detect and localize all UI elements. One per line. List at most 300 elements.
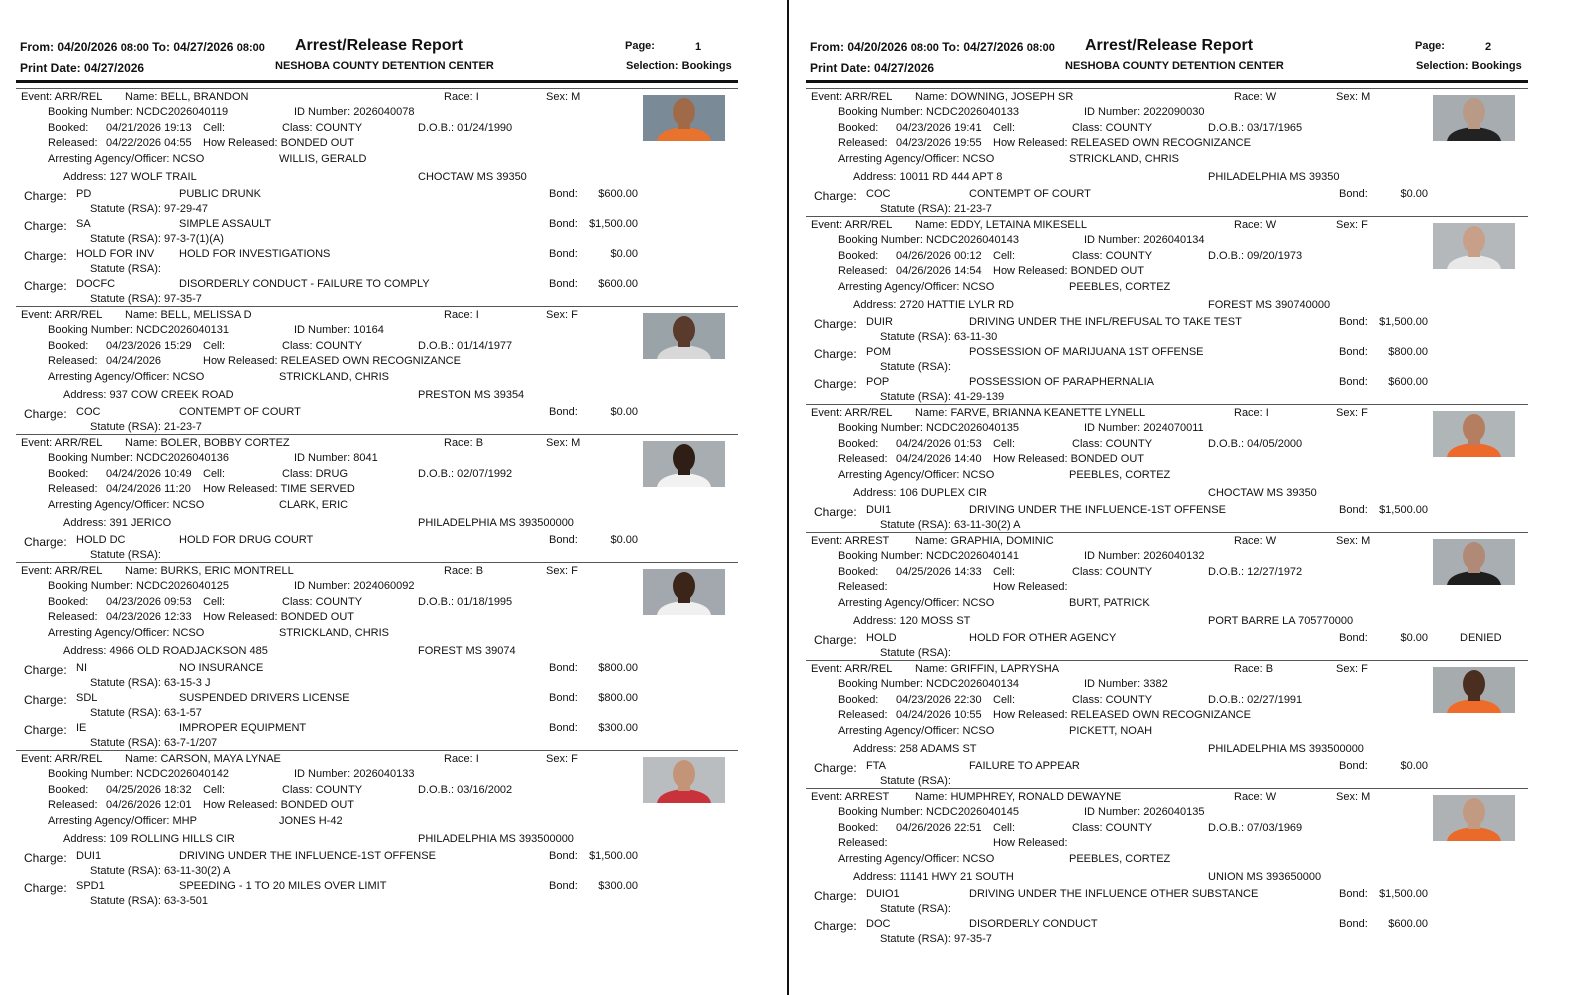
charge-description: DRIVING UNDER THE INFLUENCE-1ST OFFENSE [969, 504, 1226, 516]
page-number: 2 [1485, 41, 1492, 53]
bond-amount: $800.00 [598, 662, 638, 674]
header-rule [806, 80, 1528, 83]
bond-amount: $600.00 [1388, 376, 1428, 388]
booked-label: Booked: [838, 122, 879, 134]
arresting-agency: Arresting Agency/Officer: NCSO [48, 499, 205, 511]
charge-description: SUSPENDED DRIVERS LICENSE [179, 692, 350, 704]
city-state-zip: PORT BARRE LA 705770000 [1208, 615, 1354, 627]
address: Address: 11141 HWY 21 SOUTH [853, 871, 1014, 883]
address: Address: 127 WOLF TRAIL [63, 171, 197, 183]
booking-number: Booking Number: NCDC2026040145 [838, 806, 1019, 818]
charge-description: DRIVING UNDER THE INFL/REFUSAL TO TAKE TEST [969, 316, 1242, 328]
charge-description: SIMPLE ASSAULT [179, 218, 272, 230]
booked-datetime: 04/25/2026 14:33 [896, 566, 982, 578]
released-datetime: 04/24/2026 10:55 [896, 709, 982, 721]
arresting-officer: JONES H-42 [279, 815, 343, 827]
event-type: Event: ARREST [811, 535, 890, 547]
released-label: Released: [838, 137, 888, 149]
class: Class: COUNTY [1072, 566, 1153, 578]
bond-label: Bond: [549, 406, 578, 418]
selection: Selection: Bookings [1416, 60, 1522, 72]
bond-label: Bond: [549, 248, 578, 260]
booked-label: Booked: [838, 250, 879, 262]
booked-label: Booked: [48, 122, 89, 134]
booked-label: Booked: [48, 784, 89, 796]
bond-label: Bond: [1339, 888, 1368, 900]
dob: D.O.B.: 02/07/1992 [418, 468, 513, 480]
inmate-name: Name: CARSON, MAYA LYNAE [125, 753, 281, 765]
facility-name: NESHOBA COUNTY DETENTION CENTER [1065, 60, 1284, 72]
statute: Statute (RSA): 63-11-30 [880, 331, 998, 343]
cell: Cell: [993, 694, 1016, 706]
address: Address: 106 DUPLEX CIR [853, 487, 987, 499]
mugshot-photo [643, 95, 725, 141]
print-date [20, 61, 144, 75]
dob: D.O.B.: 01/14/1977 [418, 340, 513, 352]
report-page-2 [790, 0, 1580, 995]
booking-number: Booking Number: NCDC2026040141 [838, 550, 1019, 562]
id-number: ID Number: 10164 [294, 324, 384, 336]
mugshot-photo [1433, 795, 1515, 841]
cell: Cell: [993, 438, 1016, 450]
mugshot-photo [1433, 667, 1515, 713]
charge-code: SDL [76, 692, 98, 704]
to-time: 08:00 [1026, 42, 1055, 54]
bond-amount: $600.00 [598, 188, 638, 200]
booked-label: Booked: [838, 694, 879, 706]
from-time: 08:00 [120, 42, 149, 54]
report-title: Arrest/Release Report [295, 37, 464, 54]
city-state-zip: FOREST MS 39074 [418, 645, 516, 657]
charge-label: Charge: [24, 249, 67, 263]
arresting-officer: PEEBLES, CORTEZ [1069, 469, 1171, 481]
statute: Statute (RSA): 97-35-7 [90, 293, 202, 305]
dob: D.O.B.: 01/24/1990 [418, 122, 513, 134]
charge-label: Charge: [814, 889, 857, 903]
released-label: Released: [48, 483, 98, 495]
cell: Cell: [993, 566, 1016, 578]
city-state-zip: FOREST MS 390740000 [1208, 299, 1331, 311]
to-date: 04/27/2026 [173, 40, 234, 54]
charge-description: POSSESSION OF PARAPHERNALIA [969, 376, 1155, 388]
cell: Cell: [993, 822, 1016, 834]
charge-code: SA [76, 218, 91, 230]
bond-status: DENIED [1460, 632, 1502, 644]
id-number: ID Number: 2026040132 [1084, 550, 1205, 562]
how-released: How Released: RELEASED OWN RECOGNIZANCE [993, 709, 1251, 721]
bond-amount: $1,500.00 [589, 850, 638, 862]
event-type: Event: ARR/REL [811, 219, 893, 231]
charge-label: Charge: [24, 693, 67, 707]
how-released: How Released: TIME SERVED [203, 483, 355, 495]
bond-label: Bond: [549, 278, 578, 290]
id-number: ID Number: 2026040078 [294, 106, 415, 118]
bond-label: Bond: [549, 722, 578, 734]
inmate-name: Name: GRAPHIA, DOMINIC [915, 535, 1054, 547]
statute: Statute (RSA): [880, 903, 951, 915]
booking-record [806, 216, 1528, 405]
statute: Statute (RSA): 63-11-30(2) A [90, 865, 231, 877]
charge-code: HOLD DC [76, 534, 126, 546]
bond-label: Bond: [549, 880, 578, 892]
charge-description: HOLD FOR OTHER AGENCY [969, 632, 1117, 644]
bond-amount: $0.00 [1400, 188, 1428, 200]
sex: Sex: M [546, 91, 581, 103]
cell: Cell: [993, 122, 1016, 134]
released-label: Released: [838, 453, 888, 465]
event-type: Event: ARREST [811, 791, 890, 803]
charge-code: FTA [866, 760, 886, 772]
charge-label: Charge: [24, 279, 67, 293]
statute: Statute (RSA): [880, 647, 951, 659]
how-released: How Released: [993, 581, 1068, 593]
bond-label: Bond: [1339, 918, 1368, 930]
class: Class: DRUG [282, 468, 349, 480]
booked-datetime: 04/24/2026 01:53 [896, 438, 982, 450]
charge-description: HOLD FOR DRUG COURT [179, 534, 314, 546]
event-type: Event: ARR/REL [21, 91, 103, 103]
released-label: Released: [48, 611, 98, 623]
dob: D.O.B.: 02/27/1991 [1208, 694, 1303, 706]
booked-datetime: 04/26/2026 00:12 [896, 250, 982, 262]
arresting-officer: STRICKLAND, CHRIS [279, 627, 390, 639]
charge-description: PUBLIC DRUNK [179, 188, 261, 200]
charge-description: SPEEDING - 1 TO 20 MILES OVER LIMIT [179, 880, 387, 892]
sex: Sex: F [1336, 663, 1368, 675]
charge-label: Charge: [24, 407, 67, 421]
how-released: How Released: BONDED OUT [203, 137, 354, 149]
inmate-name: Name: BURKS, ERIC MONTRELL [125, 565, 294, 577]
arresting-agency: Arresting Agency/Officer: NCSO [48, 371, 205, 383]
how-released: How Released: RELEASED OWN RECOGNIZANCE [993, 137, 1251, 149]
charge-code: COC [866, 188, 891, 200]
booking-number: Booking Number: NCDC2026040133 [838, 106, 1019, 118]
event-type: Event: ARR/REL [21, 565, 103, 577]
dob: D.O.B.: 04/05/2000 [1208, 438, 1303, 450]
bond-label: Bond: [1339, 376, 1368, 388]
sex: Sex: F [546, 309, 578, 321]
arresting-agency: Arresting Agency/Officer: NCSO [48, 153, 205, 165]
mugshot-photo [643, 757, 725, 803]
bond-amount: $600.00 [1388, 918, 1428, 930]
class: Class: COUNTY [1072, 694, 1153, 706]
released-label: Released: [838, 709, 888, 721]
to-date: 04/27/2026 [963, 40, 1024, 54]
class: Class: COUNTY [1072, 822, 1153, 834]
city-state-zip: CHOCTAW MS 39350 [1208, 487, 1317, 499]
bond-amount: $0.00 [610, 248, 638, 260]
bond-amount: $0.00 [1400, 632, 1428, 644]
charge-label: Charge: [24, 535, 67, 549]
page-divider [787, 0, 789, 995]
inmate-name: Name: DOWNING, JOSEPH SR [915, 91, 1074, 103]
how-released: How Released: BONDED OUT [203, 799, 354, 811]
mugshot-photo [643, 569, 725, 615]
charge-description: DISORDERLY CONDUCT - FAILURE TO COMPLY [179, 278, 430, 290]
statute: Statute (RSA): [880, 775, 951, 787]
sex: Sex: M [1336, 91, 1371, 103]
arresting-officer: BURT, PATRICK [1069, 597, 1150, 609]
arresting-officer: WILLIS, GERALD [279, 153, 367, 165]
city-state-zip: PHILADELPHIA MS 393500000 [418, 833, 574, 845]
booking-record [806, 404, 1528, 533]
race: Race: I [1234, 407, 1269, 419]
booking-record [806, 88, 1528, 217]
cell: Cell: [993, 250, 1016, 262]
charge-code: POM [866, 346, 892, 358]
class: Class: COUNTY [1072, 438, 1153, 450]
bond-amount: $1,500.00 [1379, 504, 1428, 516]
booking-number: Booking Number: NCDC2026040135 [838, 422, 1019, 434]
dob: D.O.B.: 01/18/1995 [418, 596, 513, 608]
statute: Statute (RSA): 63-3-501 [90, 895, 209, 907]
address: Address: 2720 HATTIE LYLR RD [853, 299, 1014, 311]
charge-label: Charge: [814, 377, 857, 391]
booked-label: Booked: [838, 438, 879, 450]
inmate-name: Name: FARVE, BRIANNA KEANETTE LYNELL [915, 407, 1146, 419]
bond-amount: $0.00 [1400, 760, 1428, 772]
event-type: Event: ARR/REL [811, 663, 893, 675]
booking-record [16, 306, 738, 435]
bond-label: Bond: [549, 534, 578, 546]
from-label: From: [810, 40, 844, 54]
mugshot-photo [1433, 223, 1515, 269]
dob: D.O.B.: 12/27/1972 [1208, 566, 1303, 578]
sex: Sex: F [546, 753, 578, 765]
released-datetime: 04/24/2026 [106, 355, 162, 367]
booking-number: Booking Number: NCDC2026040134 [838, 678, 1019, 690]
dob: D.O.B.: 07/03/1969 [1208, 822, 1303, 834]
charge-description: DRIVING UNDER THE INFLUENCE-1ST OFFENSE [179, 850, 436, 862]
from-time: 08:00 [910, 42, 939, 54]
charge-code: SPD1 [76, 880, 105, 892]
booking-record [806, 788, 1528, 947]
statute: Statute (RSA): 63-15-3 J [90, 677, 211, 689]
race: Race: I [444, 91, 479, 103]
booked-label: Booked: [48, 468, 89, 480]
released-label: Released: [838, 837, 888, 849]
to-label: To: [942, 40, 960, 54]
charge-label: Charge: [814, 189, 857, 203]
released-label: Released: [838, 265, 888, 277]
bond-label: Bond: [549, 692, 578, 704]
booked-datetime: 04/21/2026 19:13 [106, 122, 192, 134]
booking-record [806, 532, 1528, 661]
statute: Statute (RSA): 63-7-1/207 [90, 737, 218, 749]
charge-label: Charge: [814, 317, 857, 331]
how-released: How Released: BONDED OUT [993, 265, 1144, 277]
report-header [790, 0, 1580, 90]
booking-number: Booking Number: NCDC2026040131 [48, 324, 229, 336]
sex: Sex: F [1336, 407, 1368, 419]
print-date-value: 04/27/2026 [874, 61, 935, 75]
print-date-value: 04/27/2026 [84, 61, 145, 75]
sex: Sex: M [1336, 791, 1371, 803]
date-range [810, 40, 1055, 54]
mugshot-photo [643, 441, 725, 487]
charge-code: DOC [866, 918, 891, 930]
how-released: How Released: [993, 837, 1068, 849]
arresting-officer: PEEBLES, CORTEZ [1069, 281, 1171, 293]
arresting-officer: CLARK, ERIC [279, 499, 349, 511]
sex: Sex: M [546, 437, 581, 449]
charge-description: POSSESSION OF MARIJUANA 1ST OFFENSE [969, 346, 1204, 358]
released-label: Released: [48, 355, 98, 367]
booked-datetime: 04/26/2026 22:51 [896, 822, 982, 834]
booking-record [16, 88, 738, 307]
bond-amount: $0.00 [610, 406, 638, 418]
statute: Statute (RSA): 21-23-7 [880, 203, 992, 215]
bond-amount: $800.00 [598, 692, 638, 704]
from-date: 04/20/2026 [847, 40, 908, 54]
inmate-name: Name: HUMPHREY, RONALD DEWAYNE [915, 791, 1122, 803]
report-page-1 [0, 0, 790, 995]
released-label: Released: [838, 581, 888, 593]
from-label: From: [20, 40, 54, 54]
arresting-agency: Arresting Agency/Officer: MHP [48, 815, 197, 827]
page-label: Page: [625, 40, 655, 52]
event-type: Event: ARR/REL [21, 753, 103, 765]
city-state-zip: PHILADELPHIA MS 393500000 [1208, 743, 1364, 755]
released-datetime: 04/24/2026 11:20 [106, 483, 191, 495]
event-type: Event: ARR/REL [21, 437, 103, 449]
bond-label: Bond: [549, 218, 578, 230]
booking-record [16, 434, 738, 563]
statute: Statute (RSA): 97-3-7(1)(A) [90, 233, 224, 245]
mugshot-photo [1433, 411, 1515, 457]
booking-number: Booking Number: NCDC2026040143 [838, 234, 1019, 246]
from-date: 04/20/2026 [57, 40, 118, 54]
booking-number: Booking Number: NCDC2026040125 [48, 580, 229, 592]
bond-label: Bond: [1339, 346, 1368, 358]
arresting-agency: Arresting Agency/Officer: NCSO [838, 153, 995, 165]
race: Race: I [444, 753, 479, 765]
charge-label: Charge: [814, 919, 857, 933]
charge-description: CONTEMPT OF COURT [179, 406, 301, 418]
event-type: Event: ARR/REL [811, 407, 893, 419]
print-date-label: Print Date: [20, 61, 81, 75]
event-type: Event: ARR/REL [21, 309, 103, 321]
page-label: Page: [1415, 40, 1445, 52]
booked-label: Booked: [838, 822, 879, 834]
charge-code: HOLD FOR INV [76, 248, 155, 260]
arresting-agency: Arresting Agency/Officer: NCSO [838, 725, 995, 737]
facility-name: NESHOBA COUNTY DETENTION CENTER [275, 60, 494, 72]
charge-label: Charge: [24, 189, 67, 203]
statute: Statute (RSA): 41-29-139 [880, 391, 1005, 403]
mugshot-photo [643, 313, 725, 359]
charge-label: Charge: [24, 219, 67, 233]
charge-label: Charge: [814, 347, 857, 361]
charge-code: POP [866, 376, 890, 388]
charge-code: DUI1 [866, 504, 892, 516]
charge-description: FAILURE TO APPEAR [969, 760, 1080, 772]
inmate-name: Name: BELL, BRANDON [125, 91, 249, 103]
booked-datetime: 04/23/2026 22:30 [896, 694, 982, 706]
booked-datetime: 04/25/2026 18:32 [106, 784, 192, 796]
bond-label: Bond: [1339, 760, 1368, 772]
charge-label: Charge: [24, 663, 67, 677]
bond-label: Bond: [549, 188, 578, 200]
charge-code: HOLD [866, 632, 897, 644]
race: Race: B [1234, 663, 1274, 675]
charge-code: DUIO1 [866, 888, 900, 900]
inmate-name: Name: BOLER, BOBBY CORTEZ [125, 437, 290, 449]
booking-record [806, 660, 1528, 789]
address: Address: 109 ROLLING HILLS CIR [63, 833, 235, 845]
arresting-agency: Arresting Agency/Officer: NCSO [838, 597, 995, 609]
race: Race: I [444, 309, 479, 321]
cell: Cell: [203, 340, 226, 352]
released-datetime: 04/23/2026 12:33 [106, 611, 192, 623]
arresting-agency: Arresting Agency/Officer: NCSO [838, 469, 995, 481]
address: Address: 937 COW CREEK ROAD [63, 389, 234, 401]
cell: Cell: [203, 784, 226, 796]
date-range [20, 40, 265, 54]
dob: D.O.B.: 03/17/1965 [1208, 122, 1303, 134]
report-title: Arrest/Release Report [1085, 37, 1254, 54]
bond-amount: $1,500.00 [589, 218, 638, 230]
charge-description: CONTEMPT OF COURT [969, 188, 1091, 200]
class: Class: COUNTY [282, 340, 363, 352]
charge-label: Charge: [814, 761, 857, 775]
mugshot-photo [1433, 539, 1515, 585]
bond-label: Bond: [1339, 632, 1368, 644]
city-state-zip: CHOCTAW MS 39350 [418, 171, 527, 183]
booking-record [16, 750, 738, 909]
id-number: ID Number: 2024060092 [294, 580, 415, 592]
booked-label: Booked: [48, 596, 89, 608]
how-released: How Released: BONDED OUT [203, 611, 354, 623]
id-number: ID Number: 3382 [1084, 678, 1168, 690]
address: Address: 10011 RD 444 APT 8 [853, 171, 1003, 183]
released-datetime: 04/24/2026 14:40 [896, 453, 982, 465]
class: Class: COUNTY [282, 784, 363, 796]
booking-number: Booking Number: NCDC2026040119 [48, 106, 229, 118]
how-released: How Released: BONDED OUT [993, 453, 1144, 465]
arresting-agency: Arresting Agency/Officer: NCSO [838, 281, 995, 293]
arresting-agency: Arresting Agency/Officer: NCSO [48, 627, 205, 639]
statute: Statute (RSA): 63-11-30(2) A [880, 519, 1021, 531]
arresting-officer: PEEBLES, CORTEZ [1069, 853, 1171, 865]
charge-label: Charge: [814, 505, 857, 519]
released-datetime: 04/22/2026 04:55 [106, 137, 192, 149]
charge-code: COC [76, 406, 101, 418]
charge-description: DRIVING UNDER THE INFLUENCE OTHER SUBSTANCE [969, 888, 1259, 900]
cell: Cell: [203, 122, 226, 134]
city-state-zip: PHILADELPHIA MS 393500000 [418, 517, 574, 529]
race: Race: W [1234, 791, 1277, 803]
address: Address: 120 MOSS ST [853, 615, 971, 627]
inmate-name: Name: EDDY, LETAINA MIKESELL [915, 219, 1087, 231]
booking-number: Booking Number: NCDC2026040136 [48, 452, 229, 464]
statute: Statute (RSA): [90, 549, 161, 561]
address: Address: 391 JERICO [63, 517, 172, 529]
booked-datetime: 04/23/2026 15:29 [106, 340, 192, 352]
report-header [0, 0, 790, 90]
bond-amount: $0.00 [610, 534, 638, 546]
bond-amount: $600.00 [598, 278, 638, 290]
id-number: ID Number: 8041 [294, 452, 378, 464]
released-label: Released: [48, 137, 98, 149]
charge-code: DOCFC [76, 278, 116, 290]
print-date-label: Print Date: [810, 61, 871, 75]
charge-description: IMPROPER EQUIPMENT [179, 722, 307, 734]
statute: Statute (RSA): 97-29-47 [90, 203, 209, 215]
bond-label: Bond: [1339, 316, 1368, 328]
id-number: ID Number: 2022090030 [1084, 106, 1205, 118]
inmate-name: Name: BELL, MELISSA D [125, 309, 252, 321]
